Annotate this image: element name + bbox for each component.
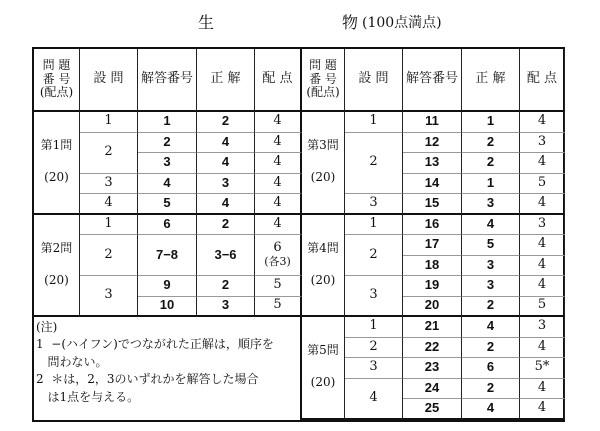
correct-answer: 4 — [462, 215, 520, 236]
points-value — [520, 338, 565, 359]
points-text: 5 — [537, 174, 547, 190]
problem-points: (20) — [310, 272, 336, 287]
correct-answer: 3 — [197, 174, 255, 195]
answer-number: 25 — [403, 399, 462, 420]
correct-answer: 3 — [197, 297, 255, 318]
points-value — [520, 297, 565, 318]
points-text: 4 — [537, 256, 547, 272]
points-value — [255, 194, 302, 215]
subquestion-number: 4 — [80, 194, 138, 215]
problem-points: (20) — [44, 272, 69, 287]
note-line: 2 ＊は，2，3のいずれかを解答した場合 — [36, 372, 259, 387]
points-text: 5 — [537, 297, 547, 313]
correct-answer: 2 — [197, 112, 255, 133]
answer-number: 24 — [403, 379, 462, 400]
subquestion-number: 2 — [345, 133, 403, 195]
points-value — [520, 379, 565, 400]
subquestion-number: 1 — [345, 112, 403, 133]
answer-number: 18 — [403, 256, 462, 277]
points-text: 3 — [537, 318, 547, 334]
correct-answer: 2 — [197, 276, 255, 297]
points-value — [255, 276, 302, 297]
correct-answer: 4 — [462, 399, 520, 420]
correct-answer: 2 — [462, 133, 520, 154]
header-answer-number: 解答番号 — [403, 49, 462, 112]
points-text: 5 — [273, 277, 282, 293]
problem-title: 第1問 — [40, 138, 73, 153]
problem-title: 第4問 — [307, 240, 339, 255]
correct-answer: 3−6 — [197, 235, 255, 276]
answer-number: 23 — [403, 358, 462, 379]
subquestion-number: 1 — [80, 215, 138, 236]
points-text: 4 — [273, 154, 282, 170]
subquestion-number: 1 — [80, 112, 138, 133]
subquestion-number: 3 — [345, 276, 403, 317]
answer-table — [32, 47, 565, 422]
points-value — [255, 174, 302, 195]
correct-answer: 3 — [462, 276, 520, 297]
points-value — [520, 276, 565, 297]
page-title — [0, 10, 600, 34]
correct-answer: 3 — [462, 194, 520, 215]
answer-number: 16 — [403, 215, 462, 236]
answer-number: 5 — [138, 194, 197, 215]
answer-number: 9 — [138, 276, 197, 297]
problem-title: 第2問 — [40, 240, 73, 255]
answer-number: 21 — [403, 317, 462, 338]
problem-points: (20) — [310, 170, 336, 185]
answer-number: 22 — [403, 338, 462, 359]
correct-answer: 1 — [462, 112, 520, 133]
points-value — [520, 358, 565, 379]
subquestion-number: 3 — [345, 194, 403, 215]
answer-number: 14 — [403, 174, 462, 195]
problem-points: (20) — [310, 375, 336, 390]
points-value — [255, 112, 302, 133]
correct-answer: 6 — [462, 358, 520, 379]
problem-label — [34, 112, 80, 215]
correct-answer: 2 — [197, 215, 255, 236]
answer-number: 4 — [138, 174, 197, 195]
points-text: 4 — [537, 277, 547, 293]
problem-label — [302, 215, 345, 318]
header-answer-number: 解答番号 — [138, 49, 197, 112]
answer-number: 3 — [138, 153, 197, 174]
points-text: 4 — [273, 133, 282, 149]
points-value — [520, 194, 565, 215]
header-problem-number: 問 題 番 号 (配点) — [34, 49, 80, 112]
correct-answer: 4 — [197, 194, 255, 215]
problem-label — [34, 215, 80, 318]
header-subquestion: 設 問 — [345, 49, 403, 112]
points-value — [520, 317, 565, 338]
correct-answer: 2 — [462, 338, 520, 359]
answer-number: 15 — [403, 194, 462, 215]
points-text: 5 — [273, 297, 282, 313]
points-text: 4 — [537, 379, 547, 395]
points-text: 4 — [537, 194, 547, 210]
points-text: 4 — [537, 236, 547, 252]
points-text: 3 — [537, 215, 547, 231]
answer-number: 20 — [403, 297, 462, 318]
correct-answer: 4 — [197, 153, 255, 174]
header-subquestion: 設 問 — [80, 49, 138, 112]
answer-number: 19 — [403, 276, 462, 297]
correct-answer: 2 — [462, 153, 520, 174]
subquestion-number: 2 — [80, 235, 138, 276]
total-score: (100点満点) — [362, 15, 442, 31]
subquestion-number: 1 — [345, 317, 403, 338]
notes — [34, 317, 302, 420]
points-value — [520, 215, 565, 236]
subquestion-number: 2 — [345, 235, 403, 276]
subquestion-number: 2 — [345, 338, 403, 359]
answer-number: 7−8 — [138, 235, 197, 276]
points-value — [255, 215, 302, 236]
correct-answer: 2 — [462, 379, 520, 400]
problem-title: 第3問 — [307, 138, 339, 153]
note-line: 問わない。 — [36, 354, 108, 369]
points-text: 4 — [537, 113, 547, 129]
answer-number: 1 — [138, 112, 197, 133]
points-text: 3 — [537, 133, 547, 149]
points-value — [520, 256, 565, 277]
points-value — [520, 112, 565, 133]
points-value — [520, 153, 565, 174]
correct-answer: 5 — [462, 235, 520, 256]
subquestion-number: 3 — [345, 358, 403, 379]
notes-heading: (注) — [36, 320, 58, 334]
answer-number: 6 — [138, 215, 197, 236]
points-value — [520, 399, 565, 420]
points-text: 4 — [537, 399, 547, 415]
problem-title: 第5問 — [307, 343, 339, 358]
subject-char-2: 物 — [342, 13, 359, 32]
header-points: 配 点 — [255, 49, 302, 112]
points-text: 6 — [273, 240, 282, 256]
points-value — [520, 235, 565, 256]
points-text: 4 — [273, 215, 282, 231]
answer-number: 2 — [138, 133, 197, 154]
points-value — [520, 174, 565, 195]
points-value — [255, 133, 302, 154]
points-text: 5* — [534, 359, 550, 375]
note-line: は1点を与える。 — [36, 389, 140, 404]
points-text: 4 — [273, 194, 282, 210]
points-text: 4 — [273, 113, 282, 129]
answer-number: 13 — [403, 153, 462, 174]
points-note: (各3) — [264, 255, 291, 269]
correct-answer: 2 — [462, 297, 520, 318]
header-correct-answer: 正 解 — [197, 49, 255, 112]
answer-number: 10 — [138, 297, 197, 318]
header-points: 配 点 — [520, 49, 565, 112]
subquestion-number: 4 — [345, 379, 403, 420]
problem-label — [302, 112, 345, 215]
correct-answer: 3 — [462, 256, 520, 277]
correct-answer: 4 — [197, 133, 255, 154]
header-problem-number: 問 題 番 号 (配点) — [302, 49, 345, 112]
points-value — [255, 153, 302, 174]
points-value — [520, 133, 565, 154]
note-line: 1 −(ハイフン)でつながれた正解は，順序を — [36, 337, 274, 352]
points-value — [255, 297, 302, 318]
problem-label — [302, 317, 345, 420]
correct-answer: 1 — [462, 174, 520, 195]
points-text: 4 — [537, 154, 547, 170]
answer-number: 11 — [403, 112, 462, 133]
subquestion-number: 3 — [80, 174, 138, 195]
points-text: 4 — [273, 174, 282, 190]
subquestion-number: 3 — [80, 276, 138, 317]
problem-points: (20) — [44, 170, 69, 185]
correct-answer: 4 — [462, 317, 520, 338]
points-value — [255, 235, 302, 276]
answer-number: 17 — [403, 235, 462, 256]
subquestion-number: 2 — [80, 133, 138, 174]
header-correct-answer: 正 解 — [462, 49, 520, 112]
subquestion-number: 1 — [345, 215, 403, 236]
subject-char-1: 生 — [198, 13, 215, 32]
points-text: 4 — [537, 338, 547, 354]
answer-number: 12 — [403, 133, 462, 154]
